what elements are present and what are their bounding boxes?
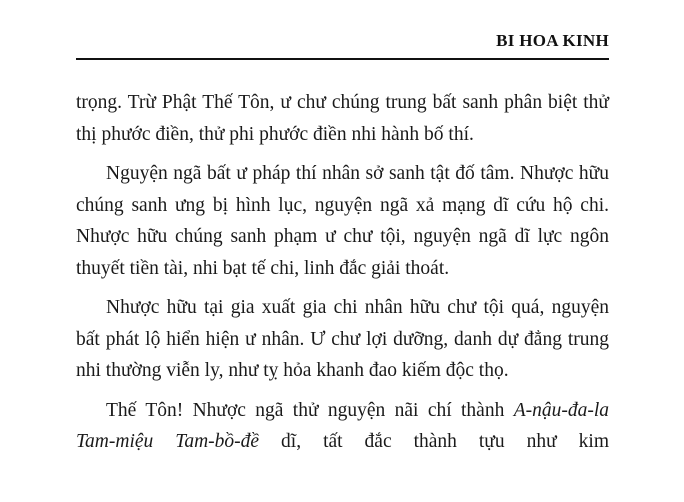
- paragraph-4-italic-term: A-nậu-đa-la Tam-miệu Tam-bồ-đề: [76, 399, 609, 452]
- header-rule: [76, 58, 609, 60]
- paragraph-4: [76, 395, 609, 458]
- paragraph-2: Nguyện ngã bất ư pháp thí nhân sở sanh tật đố tâm. Nhược hữu chúng sanh ưng bị hình lục, nguyện ngã xả mạng dĩ cứu hộ chi. Nhược hữu chúng sanh phạm ư chư tội, nguyện ngã dĩ lực ngôn thuyết tiền tài, nhi bạt tế chi, linh đắc giải thoát.: [76, 163, 609, 279]
- paragraph-4-text-after: dĩ, tất đắc thành tựu như kim: [259, 431, 609, 452]
- body-text: [76, 87, 609, 466]
- paragraph-4-text-before: Thế Tôn! Nhược ngã thử nguyện nãi chí thành: [106, 399, 514, 421]
- paragraph-1: trọng. Trừ Phật Thế Tôn, ư chư chúng trung bất sanh phân biệt thử thị phước điền, thử phi phước điền nhi hành bố thí.: [76, 92, 609, 145]
- running-header: BI HOA KINH: [496, 31, 609, 50]
- paragraph-3: Nhược hữu tại gia xuất gia chi nhân hữu chư tội quá, nguyện bất phát lộ hiển hiện ư nhân. Ư chư lợi dưỡng, danh dự đẳng trung nhi thường viễn ly, như tỵ hỏa khanh đao kiếm độc thọ.: [76, 297, 609, 381]
